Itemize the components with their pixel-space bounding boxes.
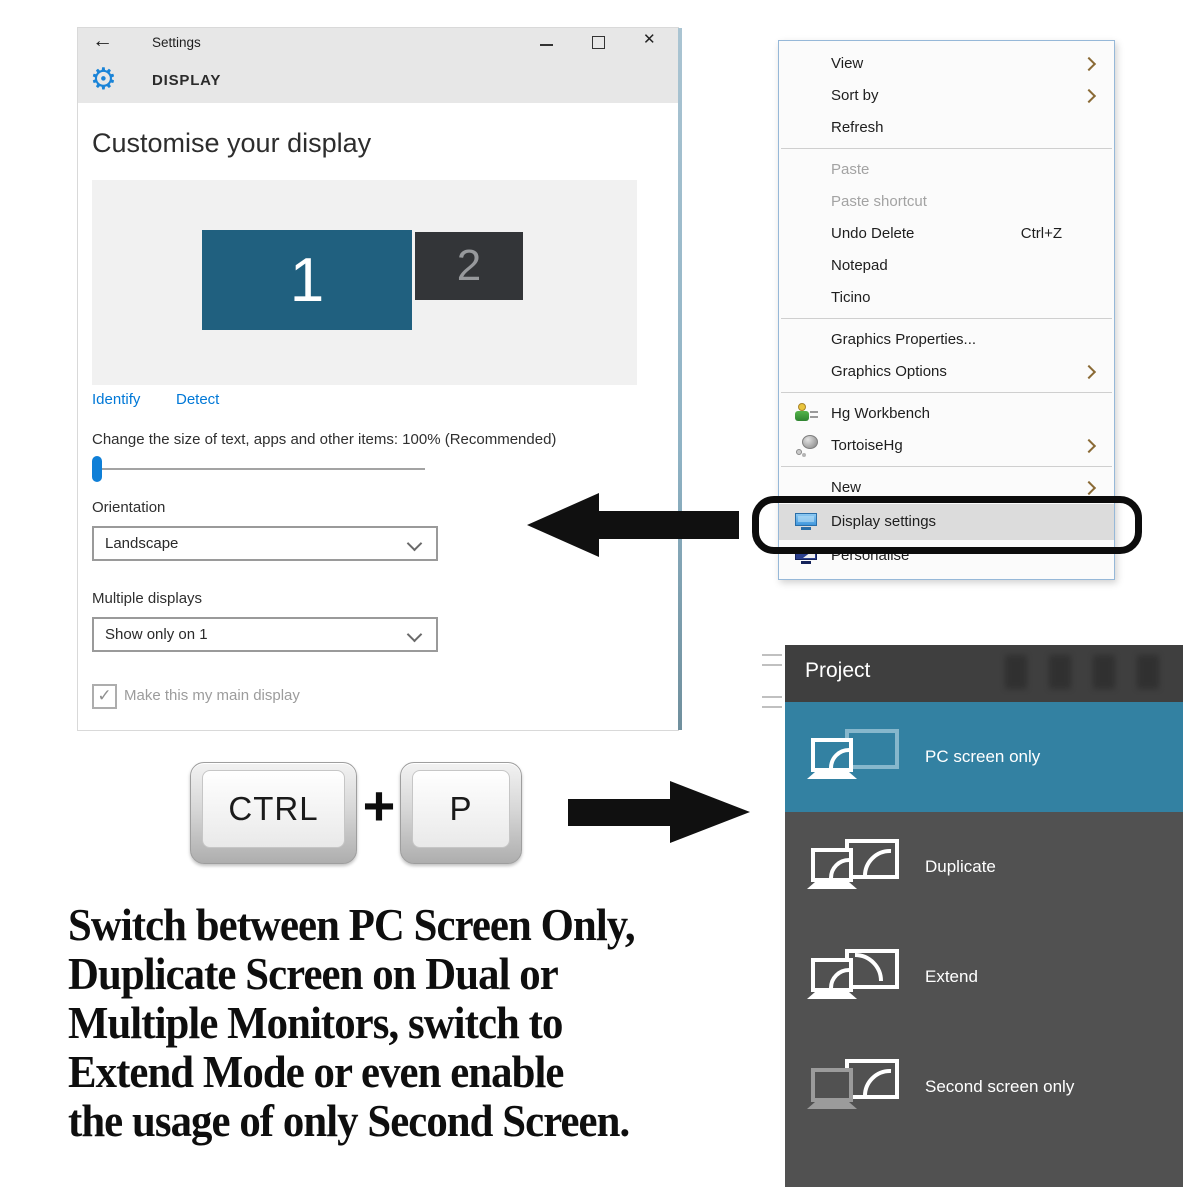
menu-item-label: Paste shortcut — [831, 193, 927, 210]
menu-item-sort-by[interactable] — [779, 80, 1114, 112]
main-display-checkbox-label: Make this my main display — [124, 687, 300, 704]
p-key-illustration — [400, 762, 522, 864]
window-title: Settings — [152, 35, 201, 50]
menu-item-label: Refresh — [831, 119, 884, 136]
close-icon[interactable]: ✕ — [643, 31, 656, 48]
caption-line: Duplicate Screen on Dual or — [68, 948, 558, 999]
menu-item-label: Hg Workbench — [831, 405, 930, 422]
menu-item-label: Undo Delete — [831, 225, 915, 242]
left-arrow-tail — [597, 511, 739, 539]
menu-item-shortcut: Ctrl+Z — [1020, 225, 1062, 242]
display-preview-area — [92, 180, 637, 385]
multiple-displays-dropdown[interactable] — [92, 617, 438, 652]
detect-link[interactable]: Detect — [176, 391, 220, 408]
menu-item-label: Paste — [831, 161, 870, 178]
project-option-duplicate[interactable] — [785, 812, 1183, 922]
menu-item-notepad[interactable] — [779, 250, 1114, 282]
orientation-label: Orientation — [92, 499, 166, 516]
project-panel-header — [785, 645, 1183, 702]
main-display-checkbox[interactable] — [92, 684, 117, 709]
menu-item-paste-shortcut — [779, 186, 1114, 218]
project-panel-title: Project — [805, 659, 871, 682]
menu-item-label: TortoiseHg — [831, 437, 903, 454]
menu-item-label: Graphics Properties... — [831, 331, 977, 348]
menu-item-graphics-properties[interactable] — [779, 324, 1114, 356]
project-option-pc-only[interactable] — [785, 702, 1183, 812]
p-key-label: P — [412, 770, 510, 848]
tortoisehg-icon — [795, 435, 819, 457]
scale-slider-thumb[interactable] — [92, 456, 102, 482]
caption-line: Extend Mode or even enable — [68, 1046, 564, 1097]
identify-link[interactable]: Identify — [92, 391, 141, 408]
orientation-value: Landscape — [105, 535, 179, 552]
menu-separator — [781, 466, 1112, 467]
plus-icon: + — [362, 774, 396, 837]
extend-icon — [803, 948, 903, 1006]
chevron-right-icon — [1082, 439, 1096, 453]
chevron-right-icon — [1082, 481, 1096, 495]
monitor-1[interactable]: 1 — [202, 230, 412, 330]
menu-item-label: Ticino — [831, 289, 871, 306]
desktop-sliver — [678, 28, 682, 730]
maximize-icon[interactable] — [592, 36, 605, 49]
menu-item-label: Display settings — [831, 513, 937, 530]
chevron-down-icon — [407, 627, 423, 643]
menu-item-ticino[interactable] — [779, 282, 1114, 314]
section-header: DISPLAY — [152, 72, 222, 89]
chevron-right-icon — [1082, 89, 1096, 103]
settings-titlebar — [78, 28, 678, 103]
chevron-right-icon — [1082, 365, 1096, 379]
chevron-right-icon — [1082, 57, 1096, 71]
project-option-label: PC screen only — [925, 747, 1041, 766]
scale-slider-track — [92, 468, 425, 470]
menu-item-undo-delete[interactable] — [779, 218, 1114, 250]
caption-line: the usage of only Second Screen. — [68, 1095, 630, 1146]
page-title: Customise your display — [92, 128, 372, 158]
caption-line: Switch between PC Screen Only, — [68, 899, 635, 950]
scale-slider-label: Change the size of text, apps and other items: 100% (Recommended) — [92, 431, 557, 448]
caption-text — [68, 900, 775, 1145]
menu-separator — [781, 318, 1112, 319]
background-blur-artifact — [1005, 655, 1175, 689]
project-option-label: Duplicate — [925, 857, 996, 876]
menu-item-tortoisehg[interactable] — [779, 430, 1114, 462]
settings-window — [78, 28, 678, 730]
highlight-ring — [752, 496, 1142, 554]
menu-item-label: Sort by — [831, 87, 879, 104]
check-icon: ✓ — [97, 686, 112, 705]
back-icon[interactable]: ← — [92, 29, 113, 52]
menu-separator — [781, 392, 1112, 393]
background-window-lines — [762, 696, 782, 708]
project-flyout-panel — [785, 645, 1183, 1187]
right-arrow-icon — [670, 781, 750, 843]
minimize-icon[interactable] — [540, 44, 553, 46]
menu-item-paste — [779, 154, 1114, 186]
gear-icon: ⚙ — [90, 62, 117, 97]
monitor-2[interactable]: 2 — [415, 232, 523, 300]
menu-separator — [781, 148, 1112, 149]
menu-item-view[interactable] — [779, 48, 1114, 80]
menu-item-label: Notepad — [831, 257, 888, 274]
menu-item-hg-workbench[interactable] — [779, 398, 1114, 430]
background-window-lines — [762, 654, 782, 666]
hg-workbench-icon — [795, 403, 819, 425]
right-arrow-tail — [568, 799, 672, 826]
menu-item-label: Graphics Options — [831, 363, 947, 380]
menu-item-label: New — [831, 479, 862, 496]
orientation-dropdown[interactable] — [92, 526, 438, 561]
multiple-displays-label: Multiple displays — [92, 590, 203, 607]
menu-item-label: Personalise — [831, 547, 910, 564]
chevron-down-icon — [407, 536, 423, 552]
menu-item-label: View — [831, 55, 864, 72]
duplicate-icon — [803, 838, 903, 896]
caption-line: Multiple Monitors, switch to — [68, 997, 563, 1048]
project-option-second-only[interactable] — [785, 1032, 1183, 1142]
second-only-icon — [803, 1058, 903, 1116]
menu-item-refresh[interactable] — [779, 112, 1114, 144]
project-option-extend[interactable] — [785, 922, 1183, 1032]
project-option-label: Second screen only — [925, 1077, 1075, 1096]
ctrl-key-label: CTRL — [202, 770, 345, 848]
ctrl-key-illustration — [190, 762, 357, 864]
project-option-label: Extend — [925, 967, 978, 986]
multiple-displays-value: Show only on 1 — [105, 626, 208, 643]
menu-item-graphics-options[interactable] — [779, 356, 1114, 388]
left-arrow-icon — [527, 493, 599, 557]
pc-only-icon — [803, 728, 903, 786]
